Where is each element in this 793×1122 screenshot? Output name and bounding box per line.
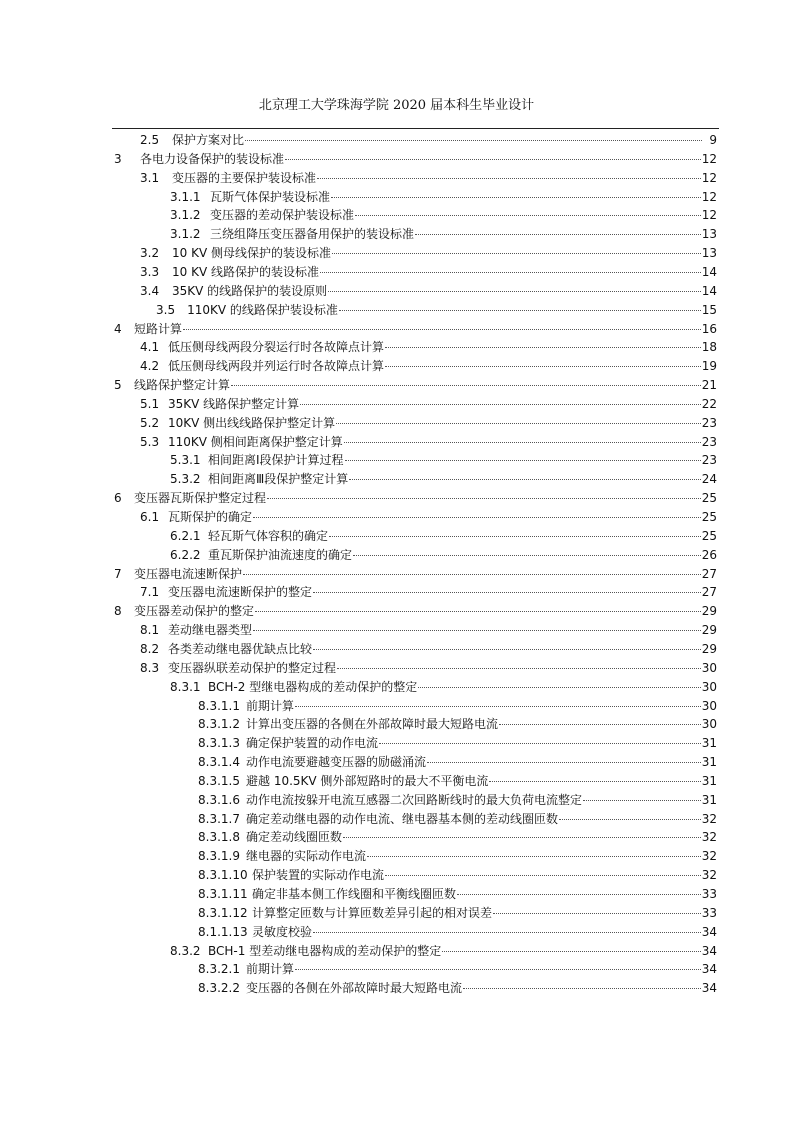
toc-entry[interactable] bbox=[114, 150, 717, 169]
toc-entry[interactable] bbox=[198, 885, 717, 904]
toc-entry-page: 15 bbox=[701, 302, 717, 317]
toc-entry-page: 13 bbox=[701, 227, 717, 242]
toc-entry-title: BCH-1 型差动继电器构成的差动保护的整定 bbox=[208, 943, 442, 958]
toc-entry-number: 8.3.2 bbox=[170, 943, 201, 958]
dot-leader bbox=[253, 517, 701, 518]
dot-leader bbox=[336, 423, 701, 424]
toc-entry[interactable] bbox=[170, 527, 717, 546]
dot-leader bbox=[499, 724, 701, 725]
toc-entry-title: 10 KV 线路保护的装设标准 bbox=[172, 264, 319, 279]
toc-entry-page: 21 bbox=[701, 378, 717, 393]
dot-leader bbox=[457, 894, 701, 895]
toc-entry-title: 确定差动继电器的动作电流、继电器基本侧的差动线圈匝数 bbox=[246, 811, 559, 826]
toc-entry-title: 保护方案对比 bbox=[172, 133, 245, 147]
toc-entry[interactable] bbox=[140, 131, 717, 150]
toc-entry[interactable] bbox=[114, 489, 717, 508]
toc-entry-page: 19 bbox=[701, 359, 717, 374]
toc-entry[interactable] bbox=[198, 772, 717, 791]
toc-entry-title: 低压侧母线两段并列运行时各故障点计算 bbox=[168, 359, 385, 374]
toc-entry-number: 8.3.1.2 bbox=[198, 717, 240, 732]
toc-entry-title: 相间距离Ⅲ段保护整定计算 bbox=[208, 472, 349, 487]
toc-entry-page: 12 bbox=[701, 208, 717, 223]
toc-entry-page: 23 bbox=[701, 434, 717, 449]
dot-leader bbox=[313, 649, 701, 650]
dot-leader bbox=[385, 366, 701, 367]
toc-entry[interactable] bbox=[114, 320, 717, 339]
toc-entry-number: 4.2 bbox=[140, 359, 160, 374]
dot-leader bbox=[344, 442, 701, 443]
toc-entry-number: 8.3.1.4 bbox=[198, 755, 240, 770]
toc-entry-page: 32 bbox=[701, 849, 717, 864]
toc-entry-number: 5 bbox=[114, 378, 122, 393]
toc-entry-page: 30 bbox=[701, 660, 717, 675]
dot-leader bbox=[385, 347, 701, 348]
toc-entry-page: 27 bbox=[701, 566, 717, 581]
toc-entry-title: 各类差动继电器优缺点比较 bbox=[168, 641, 313, 656]
toc-entry[interactable] bbox=[198, 734, 717, 753]
toc-entry-page: 9 bbox=[709, 133, 717, 147]
toc-entry-title: 前期计算 bbox=[246, 698, 295, 713]
toc-entry-number: 8.3.1.9 bbox=[198, 849, 240, 864]
toc-entry-number: 2.5 bbox=[140, 133, 160, 147]
toc-entry-title: BCH-2 型继电器构成的差动保护的整定 bbox=[208, 679, 418, 694]
toc-entry-title: 10 KV 侧母线保护的装设标准 bbox=[172, 246, 331, 261]
toc-entry[interactable] bbox=[170, 451, 717, 470]
page-header: 北京理工大学珠海学院 2020 届本科生毕业设计 bbox=[258, 98, 535, 113]
toc-entry-page: 31 bbox=[701, 755, 717, 770]
dot-leader bbox=[463, 988, 701, 989]
toc-entry[interactable] bbox=[198, 753, 717, 772]
toc-entry-page: 32 bbox=[701, 830, 717, 845]
dot-leader bbox=[418, 687, 701, 688]
dot-leader bbox=[427, 762, 701, 763]
toc-entry[interactable] bbox=[140, 395, 717, 414]
toc-entry-page: 31 bbox=[701, 773, 717, 788]
toc-entry-number: 5.2 bbox=[140, 415, 160, 430]
toc-entry-number: 3.3 bbox=[140, 264, 160, 279]
toc-entry[interactable] bbox=[170, 678, 717, 697]
toc-entry-page: 30 bbox=[701, 698, 717, 713]
toc-entry-page: 32 bbox=[701, 868, 717, 883]
toc-entry-title: 避越 10.5KV 侧外部短路时的最大不平衡电流 bbox=[246, 773, 489, 788]
toc-entry-page: 22 bbox=[701, 396, 717, 411]
toc-entry-number: 6.2.2 bbox=[170, 547, 201, 562]
toc-entry-number: 8.3.1.3 bbox=[198, 736, 240, 751]
dot-leader bbox=[329, 536, 701, 537]
toc-entry[interactable] bbox=[198, 697, 717, 716]
toc-entry-page: 29 bbox=[701, 641, 717, 656]
dot-leader bbox=[231, 385, 701, 386]
toc-entry-page: 34 bbox=[701, 943, 717, 958]
toc-entry-title: 继电器的实际动作电流 bbox=[246, 849, 367, 864]
toc-entry-page: 25 bbox=[701, 528, 717, 543]
dot-leader bbox=[245, 140, 702, 141]
toc-entry-number: 8.3.2.2 bbox=[198, 981, 240, 996]
toc-entry-number: 3.4 bbox=[140, 283, 160, 298]
dot-leader bbox=[331, 197, 701, 198]
toc-entry[interactable] bbox=[140, 433, 717, 452]
toc-entry[interactable] bbox=[170, 546, 717, 565]
toc-entry-number: 8.2 bbox=[140, 641, 160, 656]
toc-entry-page: 33 bbox=[701, 905, 717, 920]
toc-entry-page: 23 bbox=[701, 415, 717, 430]
toc-entry-page: 29 bbox=[701, 623, 717, 638]
toc-entry[interactable] bbox=[140, 640, 717, 659]
toc-entry-page: 30 bbox=[701, 679, 717, 694]
dot-leader bbox=[442, 951, 701, 952]
toc-entry-number: 4.1 bbox=[140, 340, 160, 355]
dot-leader bbox=[385, 875, 701, 876]
toc-entry[interactable] bbox=[170, 188, 717, 207]
toc-entry[interactable] bbox=[114, 602, 717, 621]
toc-entry-page: 33 bbox=[701, 887, 717, 901]
toc-entry-title: 变压器差动保护的整定 bbox=[134, 604, 255, 619]
toc-entry-number: 5.3 bbox=[140, 434, 160, 449]
toc-entry-number: 3.1.1 bbox=[170, 189, 201, 204]
toc-entry[interactable] bbox=[140, 244, 717, 263]
toc-entry-page: 32 bbox=[701, 811, 717, 826]
dot-leader bbox=[559, 819, 701, 820]
toc-entry-title: 确定非基本侧工作线圈和平衡线圈匝数 bbox=[252, 887, 457, 901]
toc-entry[interactable] bbox=[140, 169, 717, 188]
dot-leader bbox=[583, 800, 701, 801]
toc-entry-number: 8.3.1.8 bbox=[198, 830, 240, 845]
toc-entry-page: 31 bbox=[701, 736, 717, 751]
toc-entry-title: 线路保护整定计算 bbox=[134, 378, 231, 393]
toc-entry-page: 12 bbox=[701, 151, 717, 166]
dot-leader bbox=[349, 479, 700, 480]
dot-leader bbox=[345, 460, 701, 461]
dot-leader bbox=[355, 215, 701, 216]
toc-entry[interactable] bbox=[198, 904, 717, 923]
header-rule bbox=[112, 128, 719, 129]
toc-entry-number: 6.1 bbox=[140, 510, 160, 524]
toc-entry[interactable] bbox=[170, 942, 717, 961]
toc-entry-title: 110KV 的线路保护装设标准 bbox=[187, 302, 338, 317]
toc-entry-title: 10KV 侧出线线路保护整定计算 bbox=[168, 415, 336, 430]
toc-entry-number: 6 bbox=[114, 491, 122, 506]
toc-entry-number: 8.1.1.13 bbox=[198, 924, 248, 939]
toc-entry[interactable] bbox=[156, 301, 717, 320]
dot-leader bbox=[313, 592, 701, 593]
toc-entry-page: 13 bbox=[701, 246, 717, 261]
toc-entry-title: 35KV 的线路保护的装设原则 bbox=[172, 283, 328, 298]
toc-entry-title: 前期计算 bbox=[246, 962, 295, 977]
dot-leader bbox=[332, 253, 701, 254]
toc-entry-title: 三绕组降压变压器备用保护的装设标准 bbox=[210, 227, 415, 242]
toc-entry-page: 30 bbox=[701, 717, 717, 732]
toc-entry-number: 7 bbox=[114, 566, 122, 581]
dot-leader bbox=[379, 743, 701, 744]
toc-entry-number: 8.3.1.6 bbox=[198, 792, 240, 807]
toc-entry-page: 16 bbox=[701, 321, 717, 336]
toc-entry-number: 8.3.1.10 bbox=[198, 868, 248, 883]
dot-leader bbox=[343, 837, 701, 838]
toc-entry-page: 34 bbox=[701, 962, 717, 977]
dot-leader bbox=[300, 404, 701, 405]
toc-entry[interactable] bbox=[170, 225, 717, 244]
toc-entry[interactable] bbox=[140, 508, 717, 527]
toc-entry-number: 5.3.2 bbox=[170, 472, 201, 487]
toc-entry-title: 计算出变压器的各侧在外部故障时最大短路电流 bbox=[246, 717, 499, 732]
dot-leader bbox=[320, 272, 701, 273]
toc-entry-page: 34 bbox=[701, 924, 717, 939]
toc-entry-number: 4 bbox=[114, 321, 122, 336]
toc-entry-page: 18 bbox=[701, 340, 717, 355]
toc-entry-title: 变压器电流速断保护 bbox=[134, 566, 243, 581]
toc-entry[interactable] bbox=[170, 206, 717, 225]
dot-leader bbox=[285, 159, 701, 160]
toc-entry-number: 6.2.1 bbox=[170, 528, 201, 543]
toc-entry[interactable] bbox=[198, 810, 717, 829]
dot-leader bbox=[317, 178, 701, 179]
toc-entry-title: 低压侧母线两段分裂运行时各故障点计算 bbox=[168, 340, 385, 355]
toc-entry[interactable] bbox=[114, 376, 717, 395]
toc-entry[interactable] bbox=[140, 414, 717, 433]
toc-entry-number: 3.2 bbox=[140, 246, 160, 261]
toc-entry[interactable] bbox=[140, 282, 717, 301]
toc-entry-number: 8.1 bbox=[140, 623, 160, 638]
toc-entry-number: 8.3.1.1 bbox=[198, 698, 240, 713]
toc-entry-page: 14 bbox=[701, 264, 717, 279]
dot-leader bbox=[243, 574, 701, 575]
toc-entry-title: 各电力设备保护的装设标准 bbox=[140, 151, 285, 166]
toc-entry-title: 灵敏度校验 bbox=[252, 924, 313, 939]
toc-entry[interactable] bbox=[140, 338, 717, 357]
toc-entry-number: 5.3.1 bbox=[170, 453, 201, 468]
toc-entry[interactable] bbox=[198, 979, 717, 998]
toc-entry-page: 12 bbox=[701, 170, 717, 185]
toc-entry-title: 短路计算 bbox=[134, 321, 183, 336]
toc-entry-title: 110KV 侧相间距离保护整定计算 bbox=[168, 434, 343, 449]
dot-leader bbox=[183, 329, 701, 330]
toc-entry[interactable] bbox=[198, 923, 717, 942]
toc-entry-number: 8.3.2.1 bbox=[198, 962, 240, 977]
toc-entry-number: 8.3.1 bbox=[170, 679, 201, 694]
toc-entry-title: 确定差动线圈匝数 bbox=[246, 830, 343, 845]
toc-entry-page: 25 bbox=[701, 510, 717, 524]
toc-entry[interactable] bbox=[198, 847, 717, 866]
toc-entry-title: 轻瓦斯气体容积的确定 bbox=[208, 528, 329, 543]
toc-entry-page: 31 bbox=[701, 792, 717, 807]
toc-entry-page: 25 bbox=[701, 491, 717, 506]
toc-entry-page: 29 bbox=[701, 604, 717, 619]
dot-leader bbox=[313, 932, 701, 933]
toc-entry[interactable] bbox=[140, 357, 717, 376]
dot-leader bbox=[295, 706, 701, 707]
toc-entry[interactable] bbox=[170, 470, 717, 489]
dot-leader bbox=[353, 555, 701, 556]
toc-entry-title: 变压器电流速断保护的整定 bbox=[168, 585, 313, 600]
toc-entry-title: 保护装置的实际动作电流 bbox=[252, 868, 385, 883]
toc-entry-title: 差动继电器类型 bbox=[168, 623, 253, 638]
dot-leader bbox=[415, 234, 701, 235]
toc-entry[interactable] bbox=[140, 659, 717, 678]
toc-entry-number: 8.3 bbox=[140, 660, 160, 675]
toc-entry-title: 计算整定匝数与计算匝数差异引起的相对误差 bbox=[252, 905, 493, 920]
toc-entry[interactable] bbox=[114, 565, 717, 584]
toc-entry-title: 重瓦斯保护油流速度的确定 bbox=[208, 547, 353, 562]
toc-entry[interactable] bbox=[198, 715, 717, 734]
toc-entry-title: 变压器纵联差动保护的整定过程 bbox=[168, 660, 337, 675]
dot-leader bbox=[253, 630, 701, 631]
toc-entry-title: 变压器的各侧在外部故障时最大短路电流 bbox=[246, 981, 463, 996]
toc-entry[interactable] bbox=[198, 828, 717, 847]
dot-leader bbox=[337, 668, 701, 669]
toc-entry-title: 确定保护装置的动作电流 bbox=[246, 736, 379, 751]
toc-entry-page: 14 bbox=[701, 283, 717, 298]
dot-leader bbox=[489, 781, 700, 782]
toc-entry-number: 8.3.1.5 bbox=[198, 773, 240, 788]
toc-entry-number: 3.1.2 bbox=[170, 227, 201, 242]
toc-entry[interactable] bbox=[140, 621, 717, 640]
toc-entry-title: 瓦斯气体保护装设标准 bbox=[210, 189, 331, 204]
toc-entry-title: 变压器的主要保护装设标准 bbox=[172, 170, 317, 185]
dot-leader bbox=[267, 498, 701, 499]
toc-entry-title: 相间距离Ⅰ段保护计算过程 bbox=[208, 453, 344, 468]
toc-entry[interactable] bbox=[140, 583, 717, 602]
dot-leader bbox=[367, 856, 701, 857]
toc-entry-page: 27 bbox=[701, 585, 717, 600]
toc-entry[interactable] bbox=[198, 960, 717, 979]
toc-entry-page: 26 bbox=[701, 547, 717, 562]
toc-entry-title: 瓦斯保护的确定 bbox=[168, 510, 253, 524]
toc-entry-number: 3.1.2 bbox=[170, 208, 201, 223]
toc-entry-title: 变压器的差动保护装设标准 bbox=[210, 208, 355, 223]
toc-entry[interactable] bbox=[198, 866, 717, 885]
toc-entry-page: 24 bbox=[701, 472, 717, 487]
toc-entry-title: 35KV 线路保护整定计算 bbox=[168, 396, 300, 411]
toc-entry-number: 8.3.1.12 bbox=[198, 905, 248, 920]
toc-entry-title: 变压器瓦斯保护整定过程 bbox=[134, 491, 267, 506]
dot-leader bbox=[339, 310, 701, 311]
toc-entry-number: 3.5 bbox=[156, 302, 176, 317]
dot-leader bbox=[493, 913, 701, 914]
toc-entry-page: 12 bbox=[701, 189, 717, 204]
dot-leader bbox=[328, 291, 701, 292]
toc-entry-number: 8 bbox=[114, 604, 122, 619]
toc-entry-number: 3.1 bbox=[140, 170, 160, 185]
toc-entry-page: 23 bbox=[701, 453, 717, 468]
dot-leader bbox=[295, 969, 701, 970]
toc-entry-title: 动作电流按躲开电流互感器二次回路断线时的最大负荷电流整定 bbox=[246, 792, 583, 807]
toc-entry-number: 8.3.1.11 bbox=[198, 887, 248, 901]
toc-entry-number: 8.3.1.7 bbox=[198, 811, 240, 826]
toc-entry-title: 动作电流要避越变压器的励磁涌流 bbox=[246, 755, 427, 770]
toc-entry-number: 5.1 bbox=[140, 396, 160, 411]
toc-entry-number: 7.1 bbox=[140, 585, 160, 600]
toc-entry[interactable] bbox=[140, 263, 717, 282]
dot-leader bbox=[255, 611, 701, 612]
toc-entry[interactable] bbox=[198, 791, 717, 810]
toc-entry-number: 3 bbox=[114, 151, 122, 166]
toc-entry-page: 34 bbox=[701, 981, 717, 996]
